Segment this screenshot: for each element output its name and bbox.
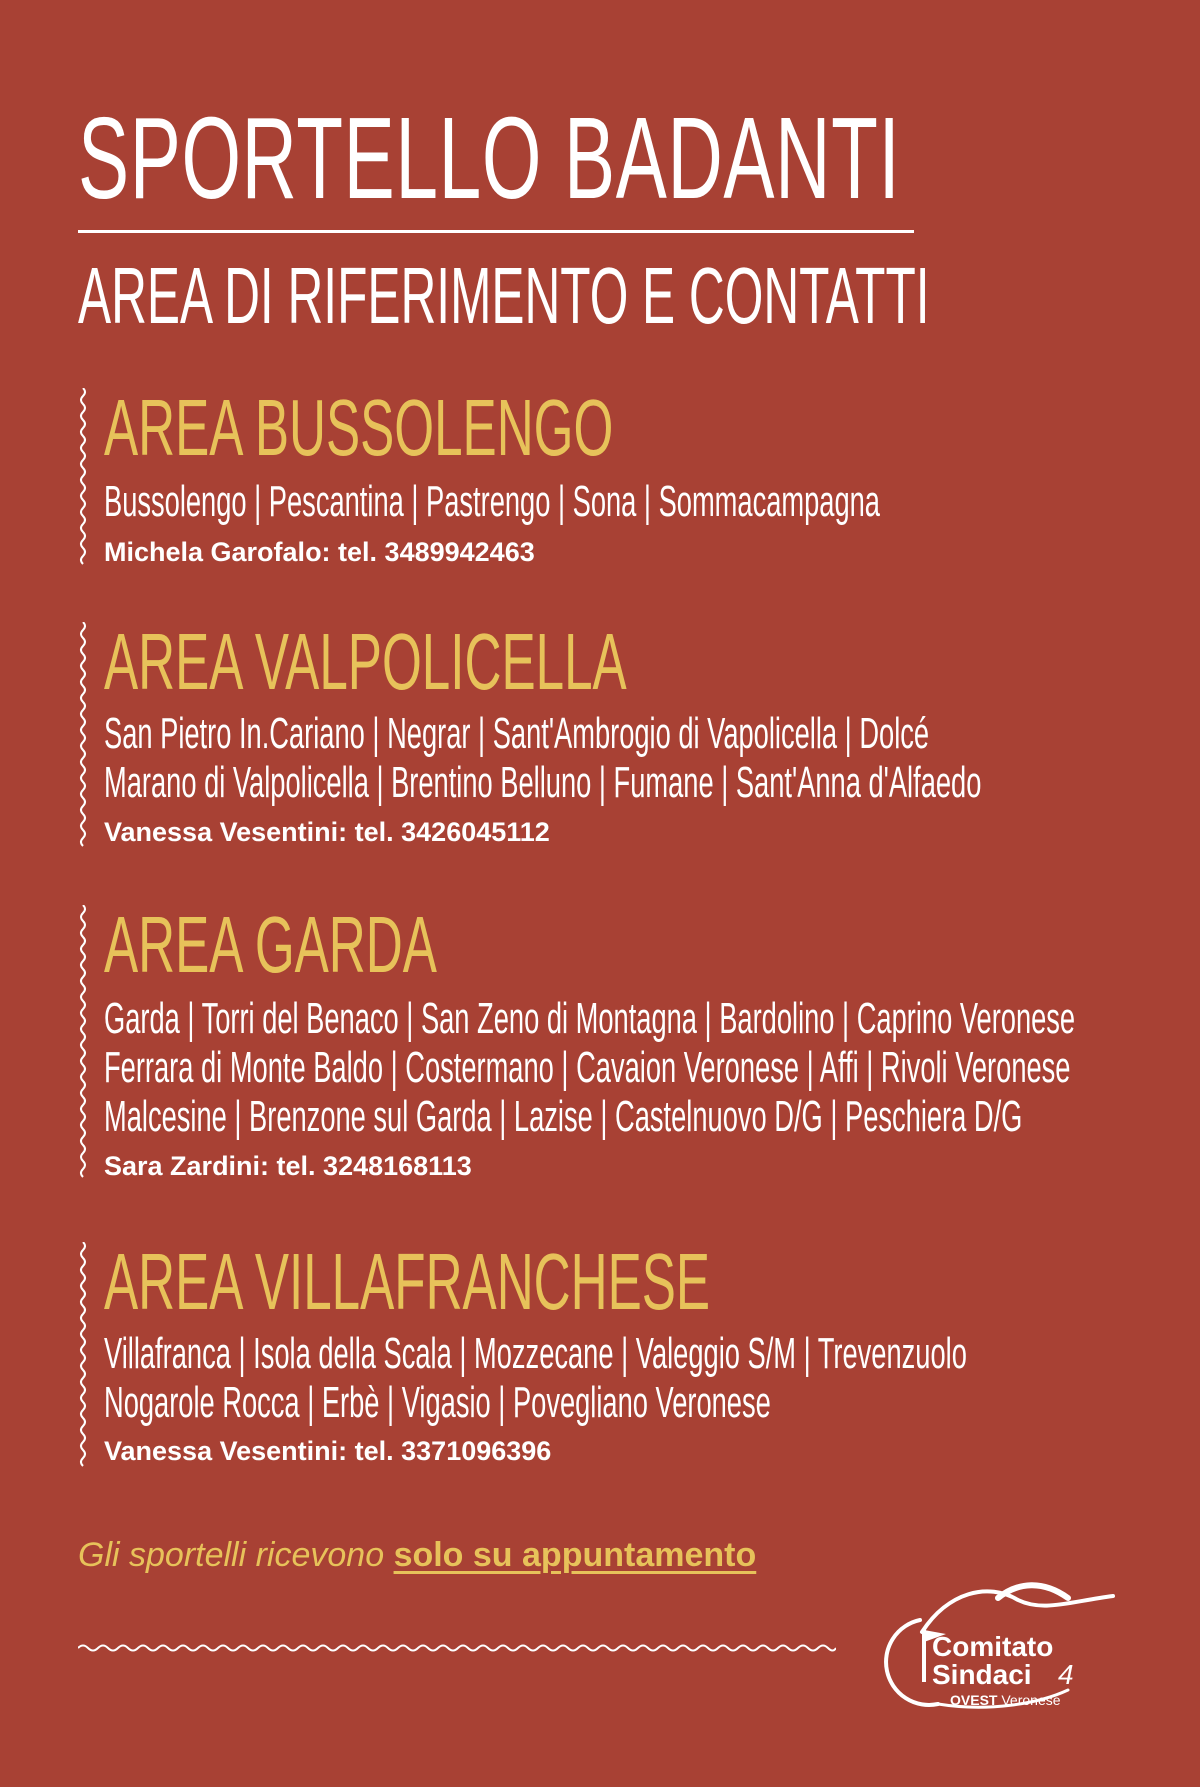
- area-towns: Marano di Valpolicella | Brentino Belluno | Fumane | Sant'Anna d'Alfaedo: [104, 758, 982, 807]
- area-title: AREA VALPOLICELLA: [104, 617, 627, 706]
- note-text: Gli sportelli ricevono: [78, 1536, 394, 1574]
- wavy-divider-icon: [78, 1242, 88, 1468]
- area-section-valpolicella: [78, 617, 1118, 852]
- logo-text-line3: [950, 1692, 1061, 1708]
- logo-text-line1: Comitato: [932, 1631, 1054, 1662]
- wavy-footer-line-icon: [78, 1642, 836, 1654]
- area-contact: Vanessa Vesentini: tel. 3371096396: [104, 1436, 552, 1466]
- area-contact: Vanessa Vesentini: tel. 3426045112: [104, 817, 550, 847]
- area-contact: Michela Garofalo: tel. 3489942463: [104, 537, 535, 567]
- area-towns: Malcesine | Brenzone sul Garda | Lazise | Castelnuovo D/G | Peschiera D/G: [104, 1092, 1023, 1141]
- area-section-villafranchese: [78, 1237, 1118, 1472]
- area-title: AREA BUSSOLENGO: [104, 383, 614, 472]
- area-towns: San Pietro In.Cariano | Negrar | Sant'Ambrogio di Vapolicella | Dolcé: [104, 709, 930, 758]
- title-underline: [78, 230, 914, 233]
- logo-text-line2: Sindaci: [932, 1659, 1032, 1690]
- area-towns: Villafranca | Isola della Scala | Mozzecane | Valeggio S/M | Trevenzuolo: [104, 1329, 967, 1378]
- logo-number: 4: [1058, 1659, 1074, 1690]
- area-towns: Bussolengo | Pescantina | Pastrengo | Sona | Sommacampagna: [104, 477, 880, 526]
- area-title: AREA VILLAFRANCHESE: [104, 1237, 711, 1326]
- logo-ovest: OVEST: [950, 1692, 998, 1708]
- area-section-bussolengo: [78, 383, 1118, 568]
- logo-veronese: Veronese: [997, 1692, 1061, 1708]
- page-subtitle: AREA DI RIFERIMENTO E CONTATTI: [78, 251, 930, 340]
- area-title: AREA GARDA: [104, 900, 437, 989]
- note-emphasis: solo su appuntamento: [393, 1536, 757, 1574]
- wavy-divider-icon: [78, 388, 88, 566]
- appointment-note: [78, 1535, 756, 1575]
- area-section-garda: [78, 900, 1118, 1185]
- area-towns: Nogarole Rocca | Erbè | Vigasio | Povegliano Veronese: [104, 1378, 771, 1427]
- wavy-divider-icon: [78, 905, 88, 1179]
- area-towns: Garda | Torri del Benaco | San Zeno di Montagna | Bardolino | Caprino Veronese: [104, 994, 1076, 1043]
- area-contact: Sara Zardini: tel. 3248168113: [104, 1151, 472, 1181]
- wavy-divider-icon: [78, 622, 88, 848]
- page-title: SPORTELLO BADANTI: [78, 93, 901, 223]
- area-towns: Ferrara di Monte Baldo | Costermano | Cavaion Veronese | Affi | Rivoli Veronese: [104, 1043, 1071, 1092]
